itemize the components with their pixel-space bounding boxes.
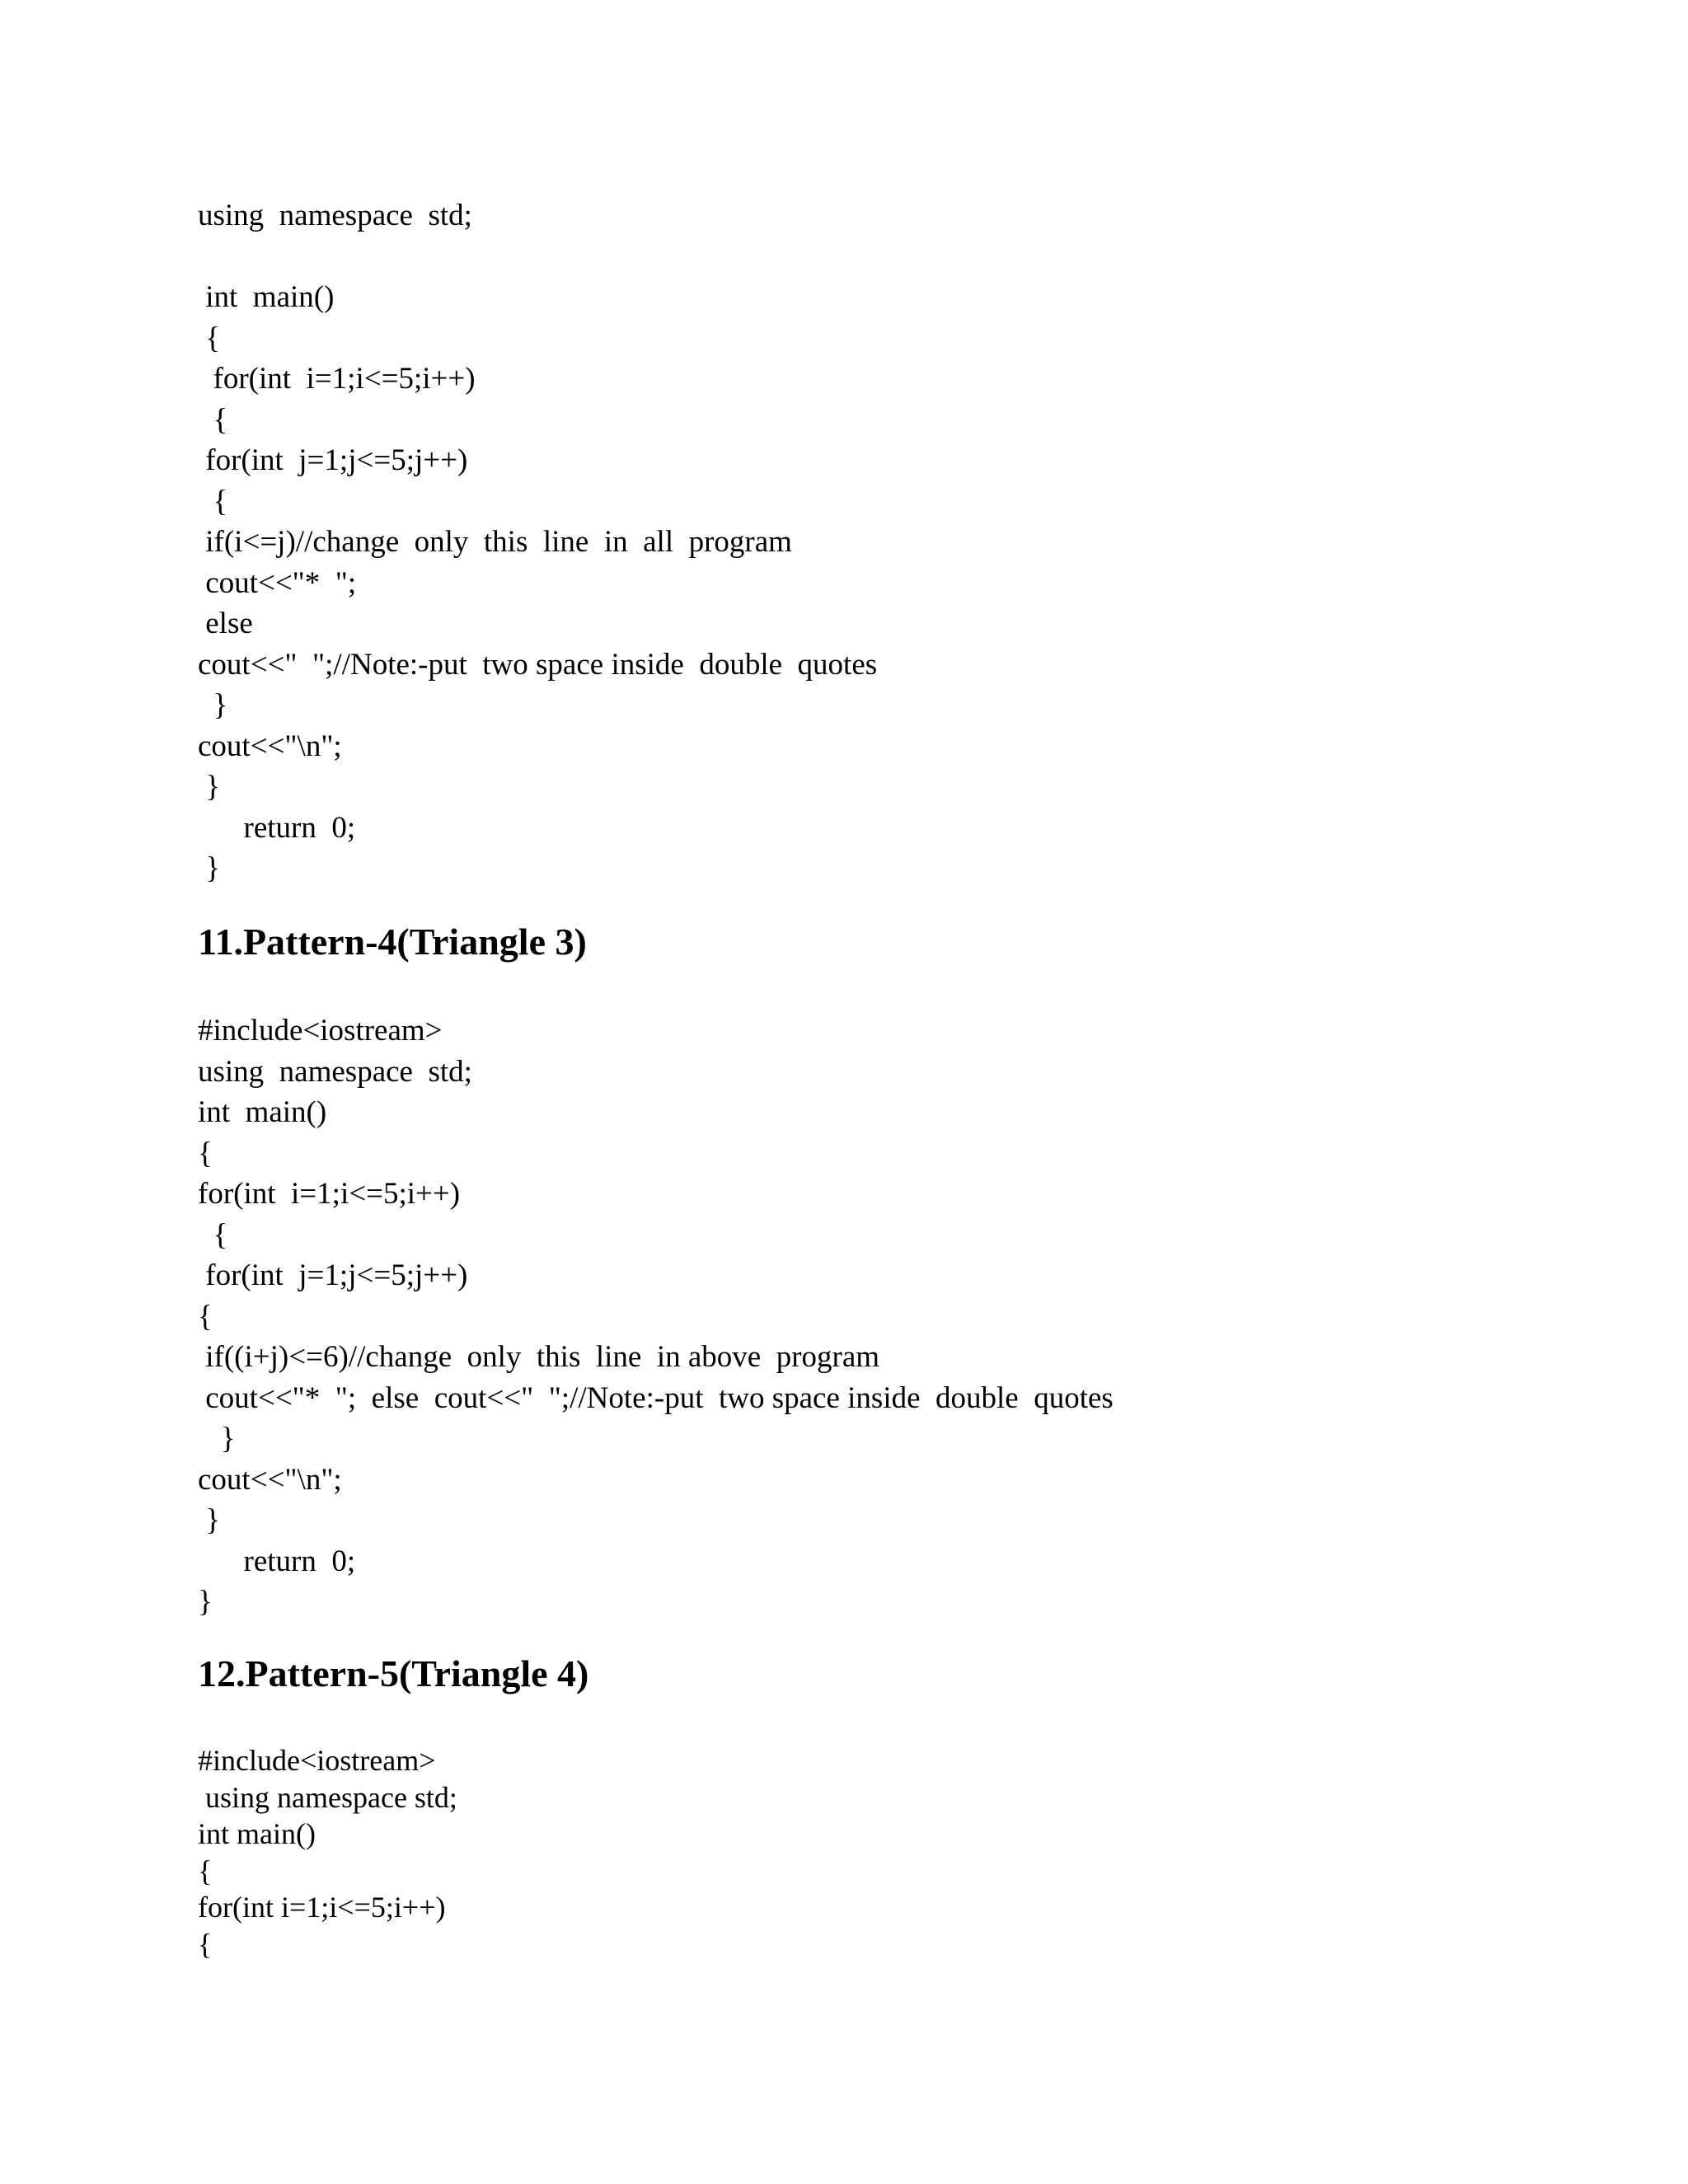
code-line: } <box>198 1585 213 1619</box>
code-line: } <box>198 1422 236 1455</box>
code-line: for(int i=1;i<=5;i++) <box>198 1177 461 1211</box>
code-line: { <box>198 1854 213 1887</box>
code-line: using namespace std; <box>198 199 472 232</box>
code-block-pattern-5 <box>198 1742 457 1962</box>
code-line: { <box>198 1136 213 1170</box>
code-line: } <box>198 851 221 885</box>
code-line: int main() <box>198 280 335 314</box>
code-line: cout<<" ";//Note:-put two space inside double quotes <box>198 647 878 682</box>
code-block-pattern-3 <box>198 195 877 889</box>
code-line: int main() <box>198 1095 327 1129</box>
code-line: for(int j=1;j<=5;j++) <box>198 1258 468 1292</box>
code-line: { <box>198 484 228 518</box>
code-line: if((i+j)<=6)//change only this line in above program <box>198 1340 880 1374</box>
code-block-pattern-4 <box>198 1010 1114 1623</box>
code-line: { <box>198 402 228 437</box>
code-line: using namespace std; <box>198 1054 472 1089</box>
code-line: { <box>198 321 221 355</box>
code-line: } <box>198 688 228 722</box>
code-line: cout<<"\n"; <box>198 729 342 763</box>
code-line: { <box>198 1217 228 1252</box>
code-line: using namespace std; <box>198 1780 457 1814</box>
code-line <box>198 237 877 278</box>
section-heading-pattern-5: 12.Pattern-5(Triangle 4) <box>198 1652 589 1694</box>
code-line: } <box>198 770 221 804</box>
code-line: cout<<"* "; <box>198 565 357 600</box>
code-line: cout<<"* "; else cout<<" ";//Note:-put two space inside double quotes <box>198 1380 1114 1415</box>
code-line: for(int j=1;j<=5;j++) <box>198 443 468 477</box>
code-line: } <box>198 1503 221 1537</box>
code-line: { <box>198 1299 213 1333</box>
section-heading-pattern-4: 11.Pattern-4(Triangle 3) <box>198 921 587 963</box>
code-line: if(i<=j)//change only this line in all program <box>198 525 792 559</box>
code-line: return 0; <box>198 1544 356 1578</box>
code-line: { <box>198 1927 213 1961</box>
code-line: int main() <box>198 1817 316 1850</box>
code-line: for(int i=1;i<=5;i++) <box>198 1891 446 1924</box>
code-line: #include<iostream> <box>198 1744 436 1777</box>
code-line: return 0; <box>198 810 356 845</box>
code-line: for(int i=1;i<=5;i++) <box>198 362 476 396</box>
code-line: cout<<"\n"; <box>198 1462 342 1497</box>
code-line: #include<iostream> <box>198 1014 443 1047</box>
code-line: else <box>198 607 253 640</box>
